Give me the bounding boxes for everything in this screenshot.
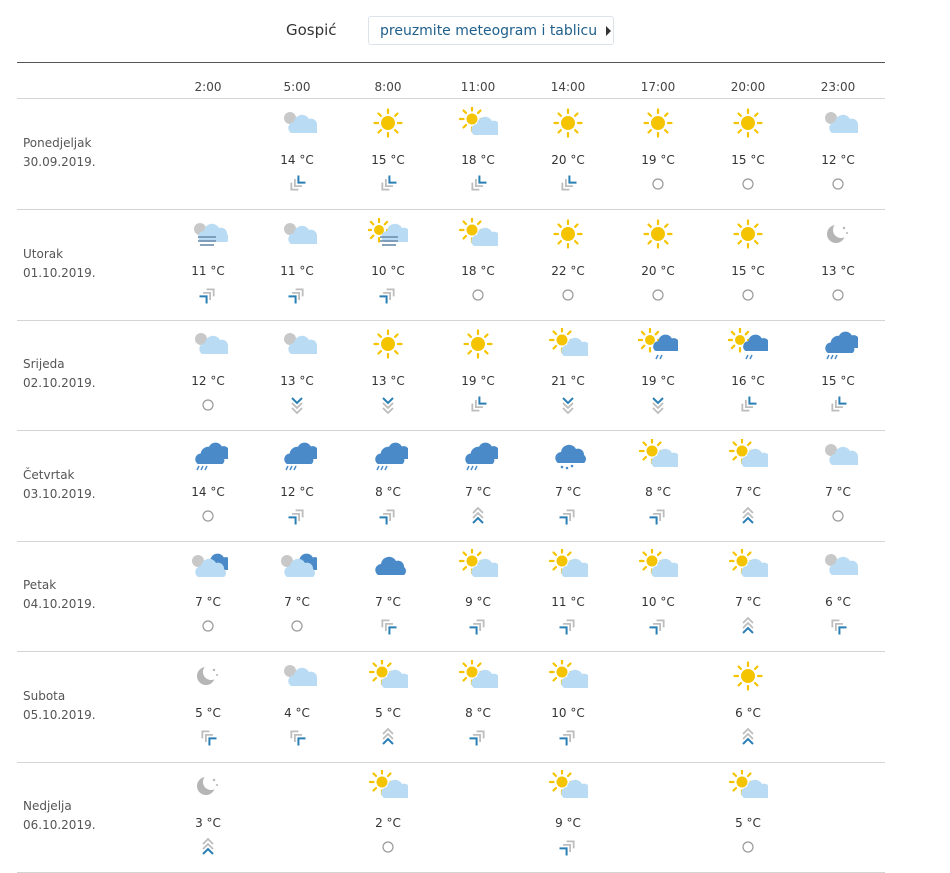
day-name: Petak xyxy=(23,578,57,592)
wind-n-icon xyxy=(557,395,579,415)
temperature-value: 12 °C xyxy=(280,484,314,499)
wind-n-icon xyxy=(286,395,308,415)
rain-icon xyxy=(368,439,408,471)
temperature-value: 22 °C xyxy=(551,263,585,278)
forecast-cell[interactable] xyxy=(438,431,518,541)
download-button-label: preuzmite meteogram i tablicu xyxy=(380,22,598,39)
temperature-value: 13 °C xyxy=(371,374,405,388)
wind-s-icon xyxy=(737,506,759,526)
day-date: 05.10.2019. xyxy=(23,707,96,722)
day-date: 03.10.2019. xyxy=(23,486,96,501)
calm-icon xyxy=(737,285,759,305)
partly-cloudy-icon xyxy=(277,328,317,360)
forecast-cell[interactable] xyxy=(348,99,428,209)
sun-cloud-icon xyxy=(548,770,588,802)
calm-icon xyxy=(827,285,849,305)
wind-s-icon xyxy=(737,727,759,747)
moon-icon xyxy=(818,218,858,250)
forecast-cell[interactable] xyxy=(528,431,608,541)
forecast-cell[interactable] xyxy=(348,210,428,320)
temperature-value: 18 °C xyxy=(461,263,495,278)
sun-icon xyxy=(368,107,408,139)
forecast-cell[interactable] xyxy=(528,210,608,320)
temperature-value: 7 °C xyxy=(195,595,221,609)
forecast-cell[interactable] xyxy=(438,210,518,320)
temperature-value: 8 °C xyxy=(645,484,671,499)
forecast-cell[interactable] xyxy=(618,320,698,430)
sun-icon xyxy=(638,107,678,139)
wind-s-icon xyxy=(737,616,759,636)
wind-ne-icon xyxy=(467,174,489,194)
day-date: 04.10.2019. xyxy=(23,597,96,611)
day-row xyxy=(17,210,885,321)
temperature-value: 7 °C xyxy=(284,595,310,609)
sun-cloud-icon xyxy=(548,660,588,692)
forecast-cell[interactable] xyxy=(168,210,248,320)
wind-s-icon xyxy=(467,506,489,526)
temperature-value: 7 °C xyxy=(375,595,401,609)
forecast-cell[interactable] xyxy=(708,210,788,320)
time-label: 5:00 xyxy=(283,80,311,94)
forecast-cell[interactable] xyxy=(257,99,337,209)
forecast-cell[interactable] xyxy=(708,541,788,651)
temperature-value: 7 °C xyxy=(465,484,491,499)
day-label xyxy=(23,245,143,283)
temperature-value: 15 °C xyxy=(731,263,765,278)
partly-cloudy-icon xyxy=(818,107,858,139)
calm-icon xyxy=(467,285,489,305)
wind-se-icon xyxy=(377,616,399,636)
time-label: 17:00 xyxy=(640,80,676,94)
temperature-value: 19 °C xyxy=(641,374,675,388)
time-label: 11:00 xyxy=(460,80,496,94)
wind-ne-icon xyxy=(377,174,399,194)
wind-sw-icon xyxy=(557,506,579,526)
forecast-cell[interactable] xyxy=(618,541,698,651)
temperature-value: 10 °C xyxy=(551,705,585,720)
sun-cloud-icon xyxy=(548,328,588,360)
sun-cloud-icon xyxy=(458,218,498,250)
temperature-value: 16 °C xyxy=(731,374,765,388)
forecast-cell[interactable] xyxy=(348,762,428,872)
day-row xyxy=(17,431,885,542)
wind-sw-icon xyxy=(286,285,308,305)
temperature-value: 8 °C xyxy=(465,705,491,720)
sun-cloud-icon xyxy=(458,549,498,581)
temperature-value: 10 °C xyxy=(371,263,405,278)
wind-ne-icon xyxy=(557,174,579,194)
sun-cloud-icon xyxy=(458,660,498,692)
calm-icon xyxy=(197,616,219,636)
temperature-value: 19 °C xyxy=(461,374,495,388)
time-label: 8:00 xyxy=(374,80,402,94)
forecast-cell[interactable] xyxy=(168,762,248,872)
calm-icon xyxy=(647,174,669,194)
day-label xyxy=(23,355,143,393)
time-label: 23:00 xyxy=(820,80,856,94)
temperature-value: 19 °C xyxy=(641,153,675,167)
calm-icon xyxy=(197,395,219,415)
temperature-value: 5 °C xyxy=(195,705,221,720)
temperature-value: 20 °C xyxy=(551,153,585,167)
temperature-value: 7 °C xyxy=(555,484,581,499)
day-date: 06.10.2019. xyxy=(23,818,96,832)
forecast-cell[interactable] xyxy=(438,652,518,762)
wind-sw-icon xyxy=(467,616,489,636)
forecast-cell[interactable] xyxy=(798,99,878,209)
forecast-cell[interactable] xyxy=(528,99,608,209)
forecast-cell[interactable] xyxy=(438,320,518,430)
temperature-value: 7 °C xyxy=(735,595,761,609)
temperature-value: 12 °C xyxy=(191,374,225,388)
day-label xyxy=(23,576,143,614)
wind-ne-icon xyxy=(467,395,489,415)
partly-cloudy-icon xyxy=(818,439,858,471)
temperature-value: 8 °C xyxy=(375,484,401,499)
forecast-cell[interactable] xyxy=(257,541,337,651)
temperature-value: 15 °C xyxy=(731,153,765,167)
forecast-cell[interactable] xyxy=(618,99,698,209)
day-name: Nedjelja xyxy=(23,799,72,813)
day-date: 30.09.2019. xyxy=(23,155,96,169)
wind-sw-icon xyxy=(467,727,489,747)
day-row xyxy=(17,99,885,210)
calm-icon xyxy=(737,837,759,857)
city-name: Gospić xyxy=(286,21,337,39)
time-label: 20:00 xyxy=(730,80,766,94)
temperature-value: 9 °C xyxy=(555,816,581,830)
sun-rain-icon xyxy=(638,328,678,360)
partly-cloudy-icon xyxy=(277,218,317,250)
forecast-cell[interactable] xyxy=(438,541,518,651)
temperature-value: 5 °C xyxy=(375,705,401,720)
temperature-value: 13 °C xyxy=(280,374,314,388)
wind-s-icon xyxy=(197,837,219,857)
rain-icon xyxy=(458,439,498,471)
calm-icon xyxy=(647,285,669,305)
day-row xyxy=(17,762,885,873)
cloud-icon xyxy=(368,549,408,581)
wind-n-icon xyxy=(377,395,399,415)
temperature-value: 2 °C xyxy=(375,816,401,830)
partly-cloudy-icon xyxy=(277,107,317,139)
forecast-cell[interactable] xyxy=(348,652,428,762)
temperature-value: 9 °C xyxy=(465,595,491,609)
temperature-value: 5 °C xyxy=(735,816,761,830)
sun-icon xyxy=(458,328,498,360)
sun-rain-icon xyxy=(728,328,768,360)
wind-n-icon xyxy=(647,395,669,415)
day-row xyxy=(17,652,885,763)
moon-icon xyxy=(188,770,228,802)
calm-icon xyxy=(377,837,399,857)
sun-icon xyxy=(548,107,588,139)
forecast-cell[interactable] xyxy=(168,652,248,762)
rain-icon xyxy=(188,439,228,471)
forecast-cell[interactable] xyxy=(528,762,608,872)
sun-cloud-icon xyxy=(368,770,408,802)
temperature-value: 20 °C xyxy=(641,263,675,278)
cloudy-icon xyxy=(188,549,228,581)
top-bar xyxy=(0,0,950,62)
forecast-cell[interactable] xyxy=(708,762,788,872)
temperature-value: 18 °C xyxy=(461,153,495,167)
forecast-cell[interactable] xyxy=(618,431,698,541)
wind-ne-icon xyxy=(827,395,849,415)
sun-cloud-icon xyxy=(638,549,678,581)
temperature-value: 11 °C xyxy=(191,263,225,278)
forecast-cell[interactable] xyxy=(528,541,608,651)
forecast-cell[interactable] xyxy=(257,431,337,541)
wind-sw-icon xyxy=(286,506,308,526)
wind-se-icon xyxy=(286,727,308,747)
temperature-value: 12 °C xyxy=(821,153,855,167)
partly-cloudy-icon xyxy=(277,660,317,692)
sun-cloud-icon xyxy=(728,549,768,581)
day-label xyxy=(23,466,143,504)
forecast-cell[interactable] xyxy=(708,320,788,430)
wind-sw-icon xyxy=(557,727,579,747)
forecast-cell[interactable] xyxy=(348,431,428,541)
partly-cloudy-icon xyxy=(818,549,858,581)
wind-ne-icon xyxy=(737,395,759,415)
caret-right-icon xyxy=(606,26,611,36)
forecast-cell[interactable] xyxy=(798,210,878,320)
forecast-cell[interactable] xyxy=(438,99,518,209)
sun-icon xyxy=(728,660,768,692)
download-meteogram-button[interactable] xyxy=(368,16,614,45)
sun-cloud-icon xyxy=(728,439,768,471)
time-label: 2:00 xyxy=(194,80,222,94)
temperature-value: 6 °C xyxy=(825,595,851,609)
partly-cloudy-icon xyxy=(188,328,228,360)
forecast-cell[interactable] xyxy=(618,210,698,320)
forecast-cell[interactable] xyxy=(168,431,248,541)
temperature-value: 21 °C xyxy=(551,374,585,388)
wind-sw-icon xyxy=(197,285,219,305)
fog-icon xyxy=(188,218,228,250)
wind-sw-icon xyxy=(377,285,399,305)
forecast-cell[interactable] xyxy=(798,431,878,541)
day-row xyxy=(17,320,885,431)
temperature-value: 14 °C xyxy=(280,153,314,167)
day-row xyxy=(17,541,885,652)
header-divider xyxy=(17,62,885,63)
time-label: 14:00 xyxy=(550,80,586,94)
day-name: Četvrtak xyxy=(23,467,75,482)
calm-icon xyxy=(197,506,219,526)
time-header-row xyxy=(0,80,950,98)
calm-icon xyxy=(286,616,308,636)
day-name: Ponedjeljak xyxy=(23,136,92,150)
wind-sw-icon xyxy=(647,506,669,526)
sun-cloud-icon xyxy=(638,439,678,471)
temperature-value: 3 °C xyxy=(195,816,221,830)
forecast-cell[interactable] xyxy=(348,320,428,430)
wind-sw-icon xyxy=(377,506,399,526)
calm-icon xyxy=(737,174,759,194)
forecast-cell[interactable] xyxy=(798,320,878,430)
forecast-cell[interactable] xyxy=(168,320,248,430)
forecast-cell[interactable] xyxy=(798,541,878,651)
sun-icon xyxy=(548,218,588,250)
forecast-cell[interactable] xyxy=(708,99,788,209)
sun-cloud-icon xyxy=(368,660,408,692)
temperature-value: 11 °C xyxy=(280,263,314,278)
day-label xyxy=(23,134,143,172)
wind-se-icon xyxy=(197,727,219,747)
calm-icon xyxy=(827,174,849,194)
forecast-cell[interactable] xyxy=(168,541,248,651)
temperature-value: 4 °C xyxy=(284,705,310,720)
wind-ne-icon xyxy=(286,174,308,194)
sun-cloud-icon xyxy=(728,770,768,802)
sun-cloud-icon xyxy=(458,107,498,139)
day-date: 01.10.2019. xyxy=(23,265,96,280)
wind-se-icon xyxy=(827,616,849,636)
temperature-value: 14 °C xyxy=(191,484,225,499)
day-label xyxy=(23,687,143,725)
day-label xyxy=(23,797,143,835)
temperature-value: 6 °C xyxy=(735,705,761,720)
wind-sw-icon xyxy=(557,837,579,857)
temperature-value: 15 °C xyxy=(821,374,855,388)
sun-icon xyxy=(728,107,768,139)
temperature-value: 15 °C xyxy=(371,153,405,167)
temperature-value: 7 °C xyxy=(735,484,761,499)
forecast-cell[interactable] xyxy=(348,541,428,651)
forecast-cell[interactable] xyxy=(257,320,337,430)
wind-sw-icon xyxy=(647,616,669,636)
sun-icon xyxy=(728,218,768,250)
day-name: Srijeda xyxy=(23,357,65,371)
wind-sw-icon xyxy=(557,616,579,636)
calm-icon xyxy=(827,506,849,526)
wind-s-icon xyxy=(377,727,399,747)
forecast-cell[interactable] xyxy=(528,652,608,762)
rain-icon xyxy=(818,328,858,360)
temperature-value: 7 °C xyxy=(825,484,851,499)
forecast-cell[interactable] xyxy=(708,431,788,541)
temperature-value: 10 °C xyxy=(641,595,675,609)
sun-icon xyxy=(638,218,678,250)
cloudy-icon xyxy=(277,549,317,581)
snow-icon xyxy=(548,439,588,471)
forecast-cell[interactable] xyxy=(257,652,337,762)
forecast-cell[interactable] xyxy=(257,210,337,320)
temperature-value: 13 °C xyxy=(821,263,855,278)
temperature-value: 11 °C xyxy=(551,595,585,609)
day-name: Subota xyxy=(23,688,66,703)
forecast-cell[interactable] xyxy=(528,320,608,430)
sun-fog-icon xyxy=(368,218,408,250)
calm-icon xyxy=(557,285,579,305)
sun-cloud-icon xyxy=(548,549,588,581)
moon-icon xyxy=(188,660,228,692)
sun-icon xyxy=(368,328,408,360)
forecast-cell[interactable] xyxy=(708,652,788,762)
day-date: 02.10.2019. xyxy=(23,376,96,390)
day-name: Utorak xyxy=(23,246,64,261)
rain-icon xyxy=(277,439,317,471)
